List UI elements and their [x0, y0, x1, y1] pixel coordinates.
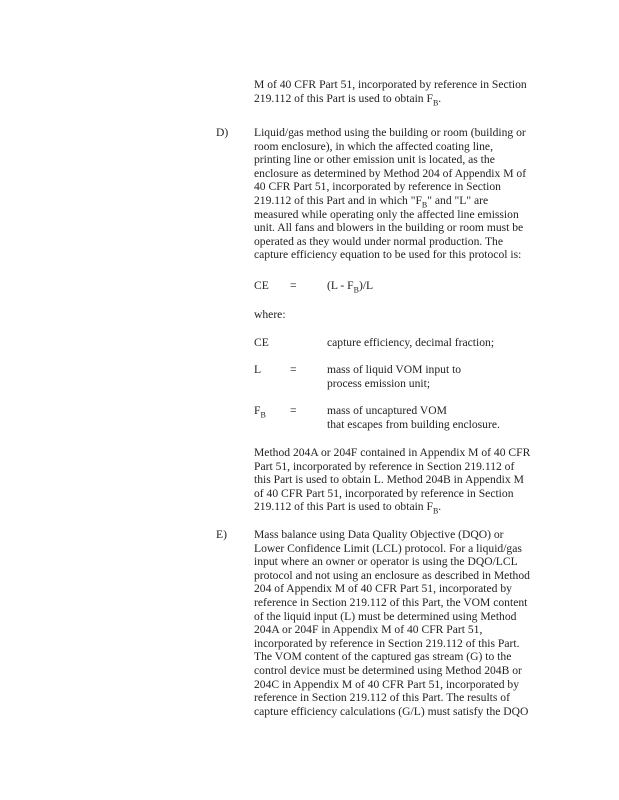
definition-operator: =	[290, 363, 297, 376]
equation-operator: =	[290, 279, 297, 292]
text-line: 40 CFR Part 51, incorporated by reference in Section	[254, 180, 501, 194]
where-label: where:	[254, 308, 286, 321]
text-line: this Part is used to obtain L. Method 204B in Appendix M	[254, 473, 524, 487]
definition-text: mass of uncaptured VOM that escapes from building enclosure.	[327, 404, 500, 431]
text-line: capture efficiency equation to be used for this protocol is:	[254, 248, 522, 262]
text-line: 219.112 of this Part is used to obtain $F_B$.	[254, 91, 442, 107]
definition-operator: =	[290, 404, 297, 417]
text-line: 204 of Appendix M of 40 CFR Part 51, incorporated by	[254, 582, 512, 596]
definition-l	[0, 363, 619, 391]
text-line: of the liquid input (L) must be determined using Method	[254, 609, 517, 623]
text-line: Lower Confidence Limit (LCL) protocol. For a liquid/gas	[254, 541, 522, 555]
definition-fb	[0, 404, 619, 432]
text-line: enclosure as determined by Method 204 of Appendix M of	[254, 166, 527, 180]
definition-ce	[0, 336, 619, 350]
text-line: input where an owner or operator is using the DQO/LCL	[254, 555, 518, 569]
item-d-paragraph	[254, 126, 554, 262]
definition-symbol: CE	[254, 336, 269, 349]
text-line: room enclosure), in which the affected coating line,	[254, 139, 493, 153]
text-line: incorporated by reference in Section 219.112 of this Part.	[254, 636, 520, 650]
equation-lhs: CE	[254, 279, 269, 292]
definition-symbol: L	[254, 363, 262, 376]
text-line: of 40 CFR Part 51, incorporated by reference in Section	[254, 486, 514, 500]
text-line: M of 40 CFR Part 51, incorporated by reference in Section	[254, 78, 527, 91]
text-line: measured while operating only the affected line emission	[254, 207, 519, 221]
equation-rhs: $(L - F_B)/L$	[327, 279, 374, 295]
text-line: Liquid/gas method using the building or room (building or	[254, 126, 526, 139]
text-line: 204C in Appendix M of 40 CFR Part 51, incorporated by	[254, 677, 520, 691]
definition-symbol: $F_B$	[254, 404, 266, 420]
capture-efficiency-equation	[0, 279, 619, 293]
definition-text: capture efficiency, decimal fraction;	[327, 336, 495, 349]
text-line: operated as they would under normal production. The	[254, 234, 503, 248]
text-line: Method 204A or 204F contained in Appendix M of 40 CFR	[254, 446, 531, 459]
text-line: printing line or other emission unit is located, as the	[254, 153, 495, 167]
text-line: The VOM content of the captured gas stream (G) to the	[254, 650, 512, 664]
text-line: protocol and not using an enclosure as described in Method	[254, 568, 530, 582]
text-line: reference in Section 219.112 of this Part. The results of	[254, 691, 510, 705]
text-line: 204A or 204F in Appendix M of 40 CFR Part 51,	[254, 623, 483, 637]
item-d-marker: D)	[216, 126, 229, 139]
method-paragraph	[254, 446, 554, 514]
item-e-marker: E)	[216, 528, 227, 541]
text-line: control device must be determined using Method 204B or	[254, 663, 522, 677]
continuation-paragraph	[254, 78, 554, 105]
text-line: 219.112 of this Part and in which "$F_B$" and "L" are	[254, 193, 489, 210]
item-e-paragraph	[254, 528, 554, 718]
definition-text: mass of liquid VOM input to process emission unit;	[327, 363, 462, 390]
text-line: reference in Section 219.112 of this Part, the VOM content	[254, 595, 528, 609]
text-line: capture efficiency calculations (G/L) must satisfy the DQO	[254, 704, 529, 718]
text-line: unit. All fans and blowers in the building or room must be	[254, 221, 524, 235]
text-line: Mass balance using Data Quality Objective (DQO) or	[254, 528, 504, 541]
text-line: 219.112 of this Part is used to obtain $F_B$.	[254, 500, 442, 516]
text-line: Part 51, incorporated by reference in Section 219.112 of	[254, 459, 515, 473]
